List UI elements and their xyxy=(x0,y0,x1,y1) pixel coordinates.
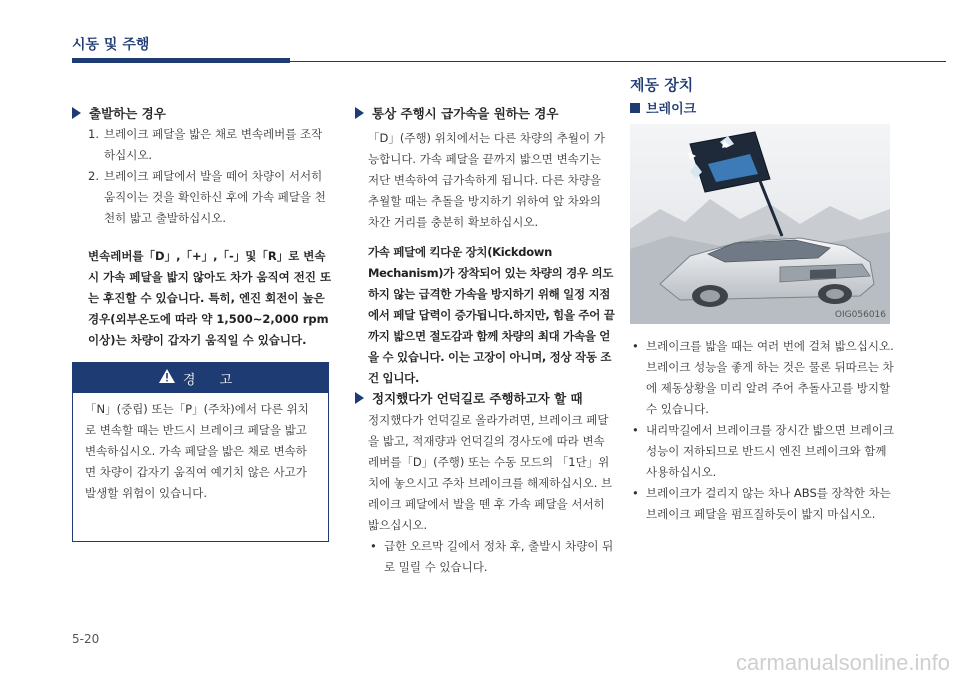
bold-note: 변속레버를「D」,「+」,「-」및「R」로 변속 시 가속 페달을 밟지 않아도 차가 움직여 전진 또는 후진할 수 있습니다. 특히, 엔진 회전이 높은 경우(외부온도에 따라 약 1,500~2,000 rpm 이상)는 차량이 갑자기 움직일 수 있습니다. xyxy=(88,249,332,347)
watermark: carmanualsonline.info xyxy=(735,650,950,675)
page-header-title: 시동 및 주행 xyxy=(72,37,150,53)
warning-body: 「N」(중립) 또는「P」(주차)에서 다른 위치로 변속할 때는 반드시 브레이크 페달을 밟고 변속하십시오. 가속 페달을 밟은 채로 변속하면 차량이 갑자기 움직여 예기치 않은 사고가 발생할 위험이 있습니다. xyxy=(85,402,309,500)
starting-steps xyxy=(88,124,332,229)
section-rapid-acceleration xyxy=(355,104,558,122)
bullet-dot-icon: • xyxy=(632,339,639,353)
subsection-heading xyxy=(630,98,696,117)
list-item: • 내리막길에서 브레이크를 장시간 밟으면 브레이크 성능이 저하되므로 반드시 엔진 브레이크와 함께 사용하십시오. xyxy=(632,420,894,483)
kickdown-note: 가속 페달에 킥다운 장치(Kickdown Mechanism)가 장착되어 있는 차량의 경우 의도하지 않는 급격한 가속을 방지하기 위해 일정 지점에서 페달 답력이 증가됩니다.하지만, 힘을 주어 끝까지 밟으면 절도감과 함께 차량의 최대 가속을 얻을 수 있습니다. 이는 고장이 아니며, 정상 작동 조건 입니다. xyxy=(368,245,615,385)
page-number: 5-20 xyxy=(72,632,100,646)
list-item: • 급한 오르막 길에서 정차 후, 출발시 차량이 뒤로 밀릴 수 있습니다. xyxy=(370,536,614,578)
car-drawing xyxy=(630,124,890,324)
warning-header xyxy=(73,363,328,393)
header-rule-thick xyxy=(72,58,290,63)
list-item: • 브레이크를 밟을 때는 여러 번에 걸쳐 밟으십시오. 브레이크 성능을 좋게 하는 것은 물론 뒤따르는 차에 제동상황을 미리 알려 주어 추돌사고를 방지할 수 있습니다. xyxy=(632,336,894,420)
triangle-right-icon xyxy=(355,107,364,119)
triangle-right-icon xyxy=(72,107,81,119)
header-rule-thin xyxy=(290,61,946,62)
square-icon xyxy=(630,103,640,113)
list-item: 1. 브레이크 페달을 밟은 채로 변속레버를 조작하십시오. xyxy=(88,127,323,162)
list-item: 2. 브레이크 페달에서 발을 떼어 차량이 서서히 움직이는 것을 확인하신 후에 가속 페달을 천천히 밟고 출발하십시오. xyxy=(88,169,326,225)
section-title: 정지했다가 언덕길로 주행하고자 할 때 xyxy=(372,391,583,406)
triangle-right-icon xyxy=(355,392,364,404)
list-item: • 브레이크가 걸리지 않는 차나 ABS를 장착한 차는 브레이크 페달을 펌프질하듯이 밟지 마십시오. xyxy=(632,483,894,525)
section-heading: 제동 장치 xyxy=(630,76,694,94)
warning-triangle-icon xyxy=(159,369,175,387)
section-hill-start xyxy=(355,389,583,407)
car-illustration xyxy=(630,124,890,324)
hill-start-bullets xyxy=(370,536,614,578)
section-title: 출발하는 경우 xyxy=(89,106,166,121)
rapid-acceleration-body: 「D」(주행) 위치에서는 다른 차량의 추월이 가능합니다. 가속 페달을 끝까지 밟으면 변속기는 저단 변속하여 급가속하게 됩니다. 다른 차량을 추월할 때는 추돌을 방지하기 위하여 앞 차와의 차간 거리를 충분히 확보하십시오. xyxy=(368,131,605,229)
bullet-dot-icon: • xyxy=(632,423,639,437)
brake-bullets xyxy=(632,336,894,525)
section-starting xyxy=(72,104,166,122)
figure-code: OIG056016 xyxy=(834,310,886,320)
bullet-dot-icon: • xyxy=(632,486,639,500)
warning-title: 경 고 xyxy=(182,372,243,388)
warning-box xyxy=(72,362,329,542)
section-title: 통상 주행시 급가속을 원하는 경우 xyxy=(372,106,559,121)
bullet-dot-icon: • xyxy=(370,539,377,553)
hill-start-body: 정지했다가 언덕길로 올라가려면, 브레이크 페달을 밟고, 적재량과 언덕길의 경사도에 따라 변속레버를「D」(주행) 또는 수동 모드의 「1단」위치에 놓으시고 주차 브레이크를 해제하십시오. 브레이크 페달에서 발을 뗀 후 가속 페달을 서서히 밟으십시오. xyxy=(368,413,613,532)
subsection-title: 브레이크 xyxy=(646,102,697,117)
